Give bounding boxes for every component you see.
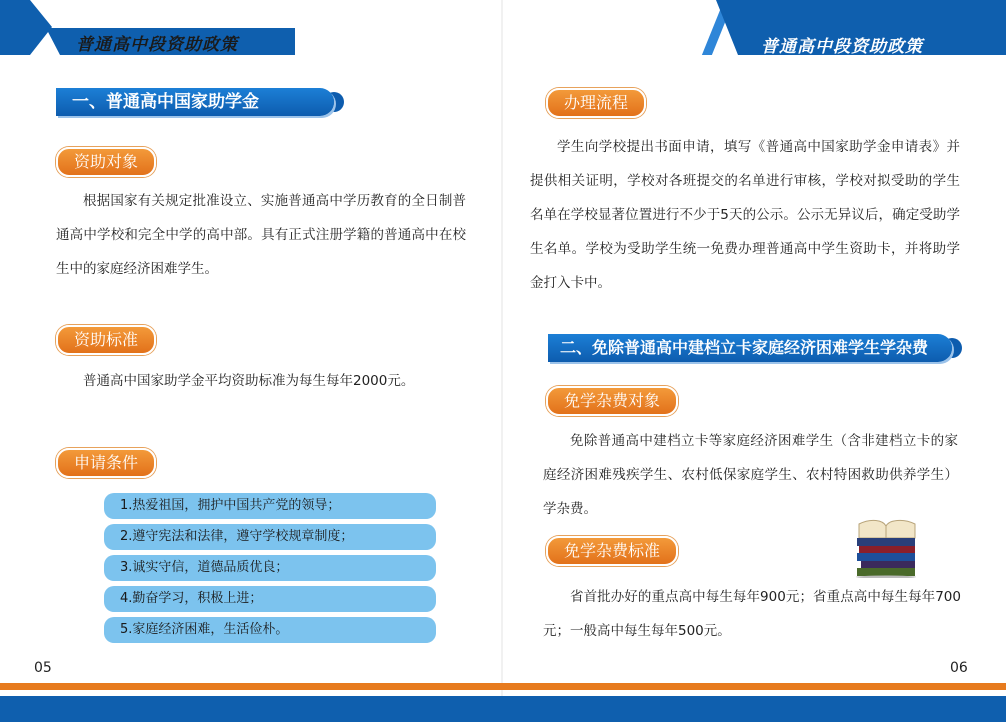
- section-title-fee-exemption: 二、免除普通高中建档立卡家庭经济困难学生学杂费: [548, 334, 952, 362]
- page-number-left: 05: [34, 660, 52, 676]
- books-icon: [853, 516, 919, 578]
- header-title-right: 普通高中段资助政策: [761, 37, 923, 57]
- list-item: 2.遵守宪法和法律，遵守学校规章制度；: [104, 524, 436, 550]
- exempt-target-text: 免除普通高中建档立卡等家庭经济困难学生（含非建档立卡的家庭经济困难残疾学生、农村低保家庭学生、农村特困救助供养学生）学杂费。: [543, 433, 958, 517]
- right-page: [503, 0, 1006, 722]
- list-item: 4.勤奋学习，积极上进；: [104, 586, 436, 612]
- tag-exempt-target: 免学杂费对象: [546, 386, 678, 416]
- section-title-national-grant: 一、普通高中国家助学金: [56, 88, 334, 116]
- list-item: 1.热爱祖国，拥护中国共产党的领导；: [104, 493, 436, 519]
- header-title-left: 普通高中段资助政策: [76, 35, 238, 55]
- exempt-standard-text: 省首批办好的重点高中每生每年900元；省重点高中每生每年700元；一般高中每生每年500元。: [543, 589, 961, 639]
- tag-standard: 资助标准: [56, 325, 156, 355]
- list-item: 5.家庭经济困难，生活俭朴。: [104, 617, 436, 643]
- footer-orange-stripe: [0, 683, 1006, 690]
- footer-blue-band: [0, 696, 1006, 722]
- tag-process: 办理流程: [546, 88, 646, 118]
- tag-exempt-standard: 免学杂费标准: [546, 536, 678, 566]
- conditions-list: [104, 493, 436, 648]
- center-fold: [501, 0, 503, 722]
- process-text: 学生向学校提出书面申请，填写《普通高中国家助学金申请表》并提供相关证明，学校对各班提交的名单进行审核，学校对拟受助的学生名单在学校显著位置进行不少于5天的公示。公示无异议后，确定受助学生名单。学校为受助学生统一免费办理普通高中学生资助卡，并将助学金打入卡中。: [530, 139, 960, 291]
- target-text: 根据国家有关规定批准设立、实施普通高中学历教育的全日制普通高中学校和完全中学的高中部。具有正式注册学籍的普通高中在校生中的家庭经济困难学生。: [56, 193, 466, 277]
- tag-target: 资助对象: [56, 147, 156, 177]
- standard-text: 普通高中国家助学金平均资助标准为每生每年2000元。: [83, 373, 415, 389]
- tag-conditions: 申请条件: [56, 448, 156, 478]
- list-item: 3.诚实守信，道德品质优良；: [104, 555, 436, 581]
- header-arrow-icon: [0, 0, 52, 55]
- page-number-right: 06: [950, 660, 968, 676]
